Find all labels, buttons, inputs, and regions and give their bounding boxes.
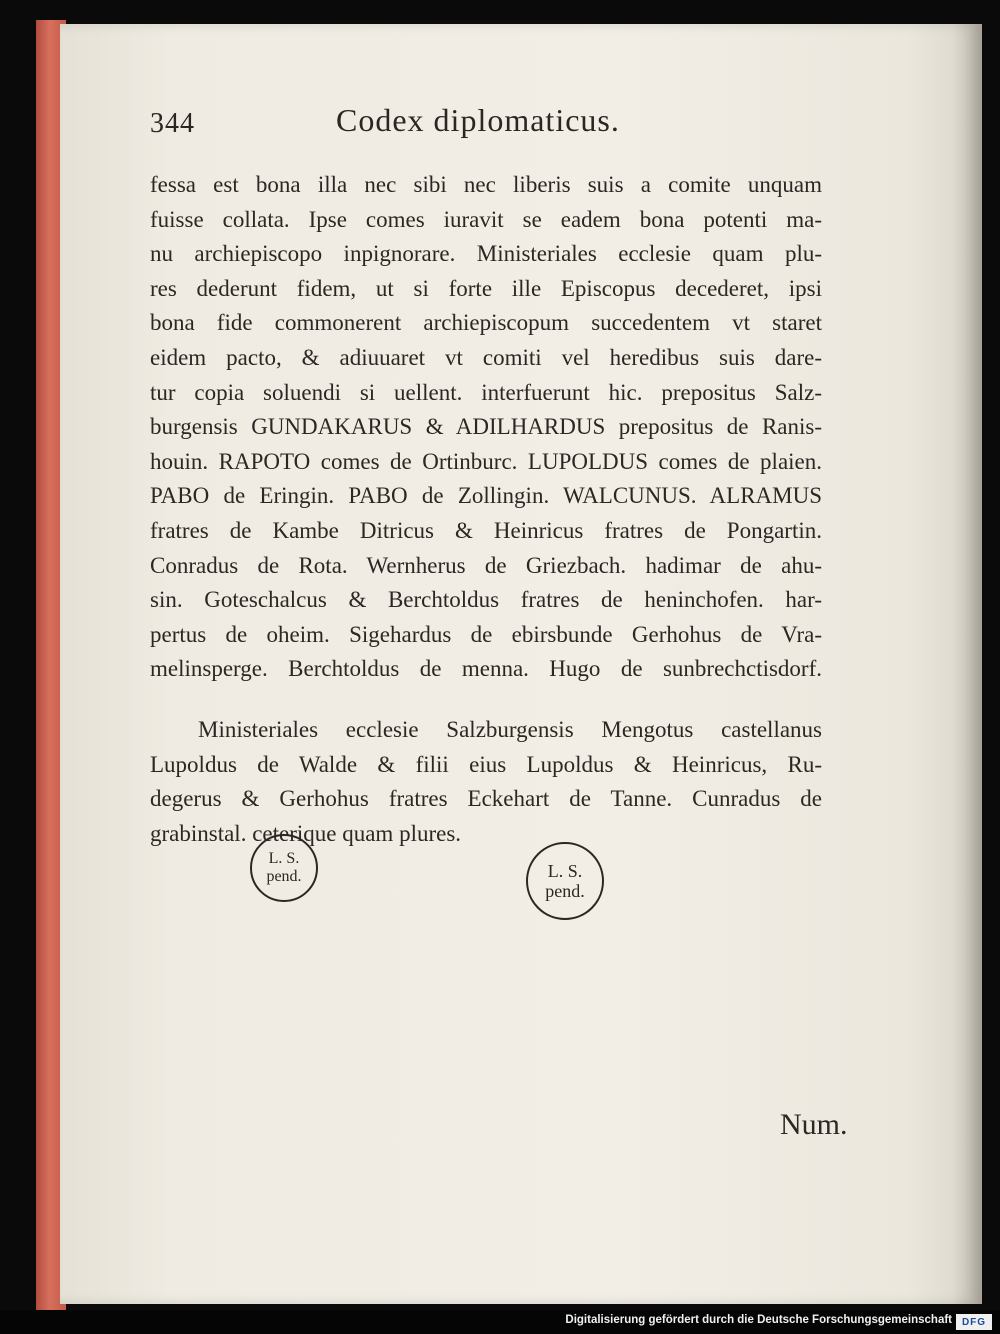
page-number: 344 — [150, 108, 195, 139]
footer-bar — [0, 1310, 1000, 1334]
text-line: fessa est bona illa nec sibi nec liberis suis a comite unquam — [150, 172, 822, 197]
page-header — [150, 98, 710, 148]
seal-marks — [250, 828, 670, 918]
seal-label: L. S. — [547, 861, 583, 881]
text-line: houin. RAPOTO comes de Ortinburc. LUPOLDUS comes de plaien. — [150, 448, 822, 474]
text-line: bona fide commonerent archiepiscopum succedentem vt staret — [150, 310, 822, 336]
footer-credit: Digitalisierung gefördert durch die Deutsche Forschungsgemeinschaft — [565, 1314, 952, 1326]
text-line: eidem pacto, & adiuuaret vt comiti vel heredibus suis dare- — [150, 344, 822, 370]
seal-icon — [250, 834, 318, 902]
dfg-logo-icon: DFG — [956, 1314, 992, 1330]
text-line: degerus & Gerhohus fratres Eckehart de Tanne. Cunradus de — [150, 786, 822, 812]
seal-icon — [526, 842, 604, 920]
paragraph-1 — [150, 168, 822, 687]
seal-label: pend. — [545, 881, 585, 901]
text-line: nu archiepiscopo inpignorare. Ministeriales ecclesie quam plu- — [150, 241, 822, 267]
catchword: Num. — [780, 1108, 848, 1141]
text-line: Lupoldus de Walde & filii eius Lupoldus & Heinricus, Ru- — [150, 751, 822, 777]
text-line: Ministeriales ecclesie Salzburgensis Mengotus castellanus — [198, 716, 822, 742]
text-line: tur copia soluendi si uellent. interfuerunt hic. prepositus Salz- — [150, 379, 822, 405]
text-line: fratres de Kambe Ditricus & Heinricus fratres de Pongartin. — [150, 517, 822, 543]
text-line: fuisse collata. Ipse comes iuravit se eadem bona potenti ma- — [150, 206, 822, 232]
page-shadow — [952, 24, 982, 1304]
seal-label: pend. — [266, 868, 302, 885]
running-title: Codex diplomaticus. — [336, 102, 620, 138]
main-text — [150, 168, 822, 851]
text-line: Conradus de Rota. Wernherus de Griezbach. hadimar de ahu- — [150, 552, 822, 578]
text-line: melinsperge. Berchtoldus de menna. Hugo de sunbrechctisdorf. — [150, 656, 822, 682]
seal-label: L. S. — [268, 850, 300, 867]
text-line: sin. Goteschalcus & Berchtoldus fratres de heninchofen. har- — [150, 587, 822, 613]
text-line: pertus de oheim. Sigehardus de ebirsbunde Gerhohus de Vra- — [150, 621, 822, 647]
text-line: burgensis GUNDAKARUS & ADILHARDUS prepositus de Ranis- — [150, 414, 822, 440]
text-line: grabinstal. ceterique quam plures. — [150, 820, 462, 846]
text-line: PABO de Eringin. PABO de Zollingin. WALCUNUS. ALRAMUS — [150, 483, 822, 509]
text-line: res dederunt fidem, ut si forte ille Episcopus decederet, ipsi — [150, 275, 822, 301]
